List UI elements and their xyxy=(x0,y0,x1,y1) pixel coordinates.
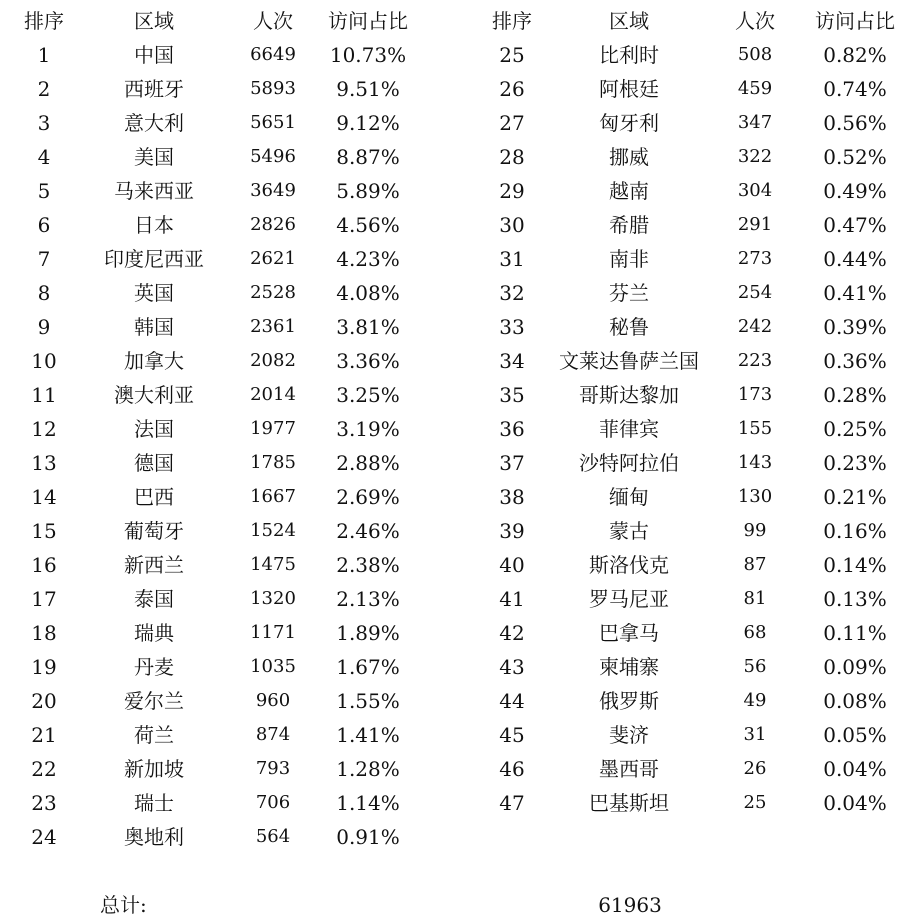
row-rank: 44 xyxy=(499,689,525,713)
row-count: 2082 xyxy=(250,350,296,371)
row-region: 缅甸 xyxy=(609,485,649,509)
row-count: 26 xyxy=(743,758,767,779)
row-share: 0.74% xyxy=(823,77,887,101)
row-rank: 23 xyxy=(31,791,57,815)
row-region: 文莱达鲁萨兰国 xyxy=(559,349,699,373)
table-row xyxy=(470,276,909,310)
row-rank: 27 xyxy=(499,111,525,135)
row-rank: 30 xyxy=(499,213,525,237)
row-region: 奥地利 xyxy=(124,825,184,849)
table-row xyxy=(470,752,909,786)
row-rank: 25 xyxy=(499,43,525,67)
table-row xyxy=(0,310,454,344)
table-row xyxy=(470,718,909,752)
table-row xyxy=(0,378,454,412)
row-region: 哥斯达黎加 xyxy=(579,383,679,407)
row-share: 1.55% xyxy=(336,689,400,713)
row-count: 242 xyxy=(737,316,773,337)
row-count: 1035 xyxy=(250,656,296,677)
table-row xyxy=(470,650,909,684)
row-share: 1.41% xyxy=(336,723,400,747)
row-region: 丹麦 xyxy=(134,655,174,679)
row-region: 巴拿马 xyxy=(599,621,659,645)
table-row xyxy=(470,106,909,140)
row-share: 9.51% xyxy=(336,77,400,101)
row-share: 0.09% xyxy=(823,655,887,679)
row-region: 法国 xyxy=(134,417,174,441)
row-count: 564 xyxy=(255,826,291,847)
row-region: 美国 xyxy=(134,145,174,169)
row-rank: 3 xyxy=(37,111,51,135)
row-count: 2361 xyxy=(250,316,296,337)
row-region: 芬兰 xyxy=(609,281,649,305)
row-share: 0.16% xyxy=(823,519,887,543)
header-share: 访问占比 xyxy=(815,9,895,33)
row-region: 意大利 xyxy=(124,111,184,135)
row-rank: 35 xyxy=(499,383,525,407)
table-row xyxy=(0,174,454,208)
left-header-row xyxy=(0,4,454,38)
row-region: 新加坡 xyxy=(124,757,184,781)
table-row xyxy=(0,752,454,786)
row-region: 加拿大 xyxy=(124,349,184,373)
row-rank: 4 xyxy=(37,145,51,169)
row-share: 0.49% xyxy=(823,179,887,203)
row-share: 2.46% xyxy=(336,519,400,543)
row-count: 874 xyxy=(255,724,291,745)
row-rank: 10 xyxy=(31,349,57,373)
table-row xyxy=(0,276,454,310)
row-count: 706 xyxy=(255,792,291,813)
table-row xyxy=(470,616,909,650)
row-count: 5893 xyxy=(250,78,296,99)
row-rank: 31 xyxy=(499,247,525,271)
table-row xyxy=(0,718,454,752)
row-count: 2826 xyxy=(250,214,296,235)
row-region: 西班牙 xyxy=(124,77,184,101)
row-share: 1.14% xyxy=(336,791,400,815)
row-count: 1171 xyxy=(250,622,296,643)
row-count: 960 xyxy=(255,690,291,711)
row-region: 澳大利亚 xyxy=(114,383,194,407)
table-row xyxy=(470,378,909,412)
row-share: 5.89% xyxy=(336,179,400,203)
row-share: 4.08% xyxy=(336,281,400,305)
row-count: 155 xyxy=(737,418,773,439)
row-count: 2621 xyxy=(250,248,296,269)
row-rank: 16 xyxy=(31,553,57,577)
row-region: 巴西 xyxy=(134,485,174,509)
row-count: 143 xyxy=(737,452,773,473)
row-share: 0.14% xyxy=(823,553,887,577)
row-share: 8.87% xyxy=(336,145,400,169)
row-region: 希腊 xyxy=(609,213,649,237)
row-share: 2.88% xyxy=(336,451,400,475)
table-row xyxy=(0,106,454,140)
table-row xyxy=(470,242,909,276)
row-count: 87 xyxy=(743,554,767,575)
row-region: 挪威 xyxy=(609,145,649,169)
row-count: 1524 xyxy=(250,520,296,541)
left-table xyxy=(0,0,454,849)
row-rank: 20 xyxy=(31,689,57,713)
row-share: 0.28% xyxy=(823,383,887,407)
header-rank: 排序 xyxy=(24,9,64,33)
row-count: 2014 xyxy=(250,384,296,405)
header-region: 区域 xyxy=(609,9,649,33)
row-count: 173 xyxy=(737,384,773,405)
row-count: 508 xyxy=(737,44,773,65)
total-label: 总计: xyxy=(100,893,147,917)
table-row xyxy=(0,140,454,174)
right-table xyxy=(470,0,909,840)
row-count: 1475 xyxy=(250,554,296,575)
table-row xyxy=(0,208,454,242)
row-region: 沙特阿拉伯 xyxy=(579,451,679,475)
row-share: 10.73% xyxy=(329,43,407,67)
row-share: 0.04% xyxy=(823,791,887,815)
row-share: 3.19% xyxy=(336,417,400,441)
row-region: 秘鲁 xyxy=(609,315,649,339)
header-count: 人次 xyxy=(735,9,775,33)
table-row xyxy=(0,344,454,378)
row-region: 巴基斯坦 xyxy=(589,791,669,815)
table-row xyxy=(470,310,909,344)
row-rank: 9 xyxy=(37,315,51,339)
row-rank: 37 xyxy=(499,451,525,475)
row-count: 459 xyxy=(737,78,773,99)
row-rank: 7 xyxy=(37,247,51,271)
row-rank: 21 xyxy=(31,723,57,747)
table-row xyxy=(470,344,909,378)
row-share: 0.08% xyxy=(823,689,887,713)
row-count: 56 xyxy=(743,656,767,677)
row-region: 瑞士 xyxy=(134,791,174,815)
row-region: 新西兰 xyxy=(124,553,184,577)
table-row xyxy=(470,140,909,174)
table-row xyxy=(0,446,454,480)
row-rank: 29 xyxy=(499,179,525,203)
row-share: 0.11% xyxy=(823,621,887,645)
row-share: 0.44% xyxy=(823,247,887,271)
row-rank: 8 xyxy=(37,281,51,305)
row-count: 254 xyxy=(737,282,773,303)
row-share: 0.82% xyxy=(823,43,887,67)
row-count: 6649 xyxy=(250,44,296,65)
row-region: 中国 xyxy=(134,43,174,67)
row-region: 葡萄牙 xyxy=(124,519,184,543)
row-region: 比利时 xyxy=(599,43,659,67)
row-region: 菲律宾 xyxy=(599,417,659,441)
row-rank: 47 xyxy=(499,791,525,815)
row-rank: 22 xyxy=(31,757,57,781)
header-rank: 排序 xyxy=(492,9,532,33)
row-share: 0.56% xyxy=(823,111,887,135)
table-row xyxy=(470,174,909,208)
row-count: 99 xyxy=(743,520,767,541)
row-share: 0.23% xyxy=(823,451,887,475)
row-share: 0.91% xyxy=(336,825,400,849)
table-row xyxy=(470,548,909,582)
row-rank: 18 xyxy=(31,621,57,645)
table-row xyxy=(0,412,454,446)
row-region: 南非 xyxy=(609,247,649,271)
row-region: 泰国 xyxy=(134,587,174,611)
row-rank: 1 xyxy=(37,43,51,67)
row-share: 9.12% xyxy=(336,111,400,135)
table-row xyxy=(0,242,454,276)
row-share: 0.05% xyxy=(823,723,887,747)
row-count: 31 xyxy=(743,724,767,745)
table-row xyxy=(0,480,454,514)
row-share: 3.36% xyxy=(336,349,400,373)
row-rank: 45 xyxy=(499,723,525,747)
row-share: 2.38% xyxy=(336,553,400,577)
table-row xyxy=(0,786,454,820)
row-share: 0.36% xyxy=(823,349,887,373)
table-row xyxy=(470,582,909,616)
row-share: 3.25% xyxy=(336,383,400,407)
row-rank: 13 xyxy=(31,451,57,475)
table-row xyxy=(0,684,454,718)
row-region: 斐济 xyxy=(609,723,649,747)
table-row xyxy=(0,514,454,548)
row-count: 1785 xyxy=(250,452,296,473)
table-row xyxy=(470,514,909,548)
table-row xyxy=(0,616,454,650)
row-rank: 34 xyxy=(499,349,525,373)
row-share: 0.41% xyxy=(823,281,887,305)
row-count: 291 xyxy=(737,214,773,235)
row-count: 304 xyxy=(737,180,773,201)
row-share: 1.28% xyxy=(336,757,400,781)
table-row xyxy=(470,446,909,480)
row-rank: 41 xyxy=(499,587,525,611)
row-rank: 38 xyxy=(499,485,525,509)
row-share: 0.52% xyxy=(823,145,887,169)
row-share: 0.39% xyxy=(823,315,887,339)
row-region: 英国 xyxy=(134,281,174,305)
row-rank: 12 xyxy=(31,417,57,441)
row-share: 1.89% xyxy=(336,621,400,645)
row-count: 1667 xyxy=(250,486,296,507)
row-rank: 36 xyxy=(499,417,525,441)
row-rank: 26 xyxy=(499,77,525,101)
row-count: 130 xyxy=(737,486,773,507)
header-count: 人次 xyxy=(253,9,293,33)
row-rank: 5 xyxy=(37,179,51,203)
row-count: 81 xyxy=(743,588,767,609)
row-rank: 43 xyxy=(499,655,525,679)
table-row xyxy=(470,208,909,242)
total-value: 61963 xyxy=(598,893,662,917)
row-count: 2528 xyxy=(250,282,296,303)
row-region: 瑞典 xyxy=(134,621,174,645)
row-share: 4.23% xyxy=(336,247,400,271)
table-row xyxy=(0,72,454,106)
row-region: 罗马尼亚 xyxy=(589,587,669,611)
row-region: 阿根廷 xyxy=(599,77,659,101)
row-rank: 19 xyxy=(31,655,57,679)
row-rank: 42 xyxy=(499,621,525,645)
header-share: 访问占比 xyxy=(328,9,408,33)
table-row xyxy=(470,72,909,106)
row-count: 273 xyxy=(737,248,773,269)
row-rank: 6 xyxy=(37,213,51,237)
table-row xyxy=(0,548,454,582)
row-count: 223 xyxy=(737,350,773,371)
row-region: 荷兰 xyxy=(134,723,174,747)
row-rank: 24 xyxy=(31,825,57,849)
row-share: 3.81% xyxy=(336,315,400,339)
table-row xyxy=(470,786,909,820)
row-count: 322 xyxy=(737,146,773,167)
row-region: 俄罗斯 xyxy=(599,689,659,713)
row-rank: 14 xyxy=(31,485,57,509)
row-region: 柬埔寨 xyxy=(599,655,659,679)
row-share: 0.13% xyxy=(823,587,887,611)
table-row xyxy=(0,650,454,684)
table-row xyxy=(0,820,454,854)
row-count: 793 xyxy=(255,758,291,779)
row-region: 马来西亚 xyxy=(114,179,194,203)
row-region: 日本 xyxy=(134,213,174,237)
row-rank: 11 xyxy=(31,383,57,407)
table-row xyxy=(470,412,909,446)
row-count: 5651 xyxy=(250,112,296,133)
row-count: 1320 xyxy=(250,588,296,609)
row-share: 2.69% xyxy=(336,485,400,509)
row-rank: 39 xyxy=(499,519,525,543)
row-region: 匈牙利 xyxy=(599,111,659,135)
header-region: 区域 xyxy=(134,9,174,33)
row-count: 68 xyxy=(743,622,767,643)
right-header-row xyxy=(470,4,909,38)
row-count: 347 xyxy=(737,112,773,133)
row-region: 印度尼西亚 xyxy=(104,247,204,271)
table-row xyxy=(0,38,454,72)
row-rank: 17 xyxy=(31,587,57,611)
row-share: 1.67% xyxy=(336,655,400,679)
row-rank: 15 xyxy=(31,519,57,543)
row-rank: 46 xyxy=(499,757,525,781)
row-share: 0.21% xyxy=(823,485,887,509)
row-rank: 33 xyxy=(499,315,525,339)
table-row xyxy=(0,582,454,616)
row-region: 韩国 xyxy=(134,315,174,339)
row-rank: 2 xyxy=(37,77,51,101)
row-share: 0.47% xyxy=(823,213,887,237)
row-rank: 32 xyxy=(499,281,525,305)
row-count: 1977 xyxy=(250,418,296,439)
row-share: 2.13% xyxy=(336,587,400,611)
row-count: 3649 xyxy=(250,180,296,201)
row-share: 0.04% xyxy=(823,757,887,781)
row-count: 5496 xyxy=(250,146,296,167)
table-row xyxy=(470,480,909,514)
table-row xyxy=(470,684,909,718)
row-count: 49 xyxy=(743,690,767,711)
row-region: 墨西哥 xyxy=(599,757,659,781)
row-region: 蒙古 xyxy=(609,519,649,543)
row-region: 越南 xyxy=(609,179,649,203)
row-share: 4.56% xyxy=(336,213,400,237)
row-share: 0.25% xyxy=(823,417,887,441)
row-region: 爱尔兰 xyxy=(124,689,184,713)
row-rank: 40 xyxy=(499,553,525,577)
row-region: 德国 xyxy=(134,451,174,475)
table-row xyxy=(470,38,909,72)
row-count: 25 xyxy=(743,792,767,813)
row-region: 斯洛伐克 xyxy=(589,553,669,577)
row-rank: 28 xyxy=(499,145,525,169)
